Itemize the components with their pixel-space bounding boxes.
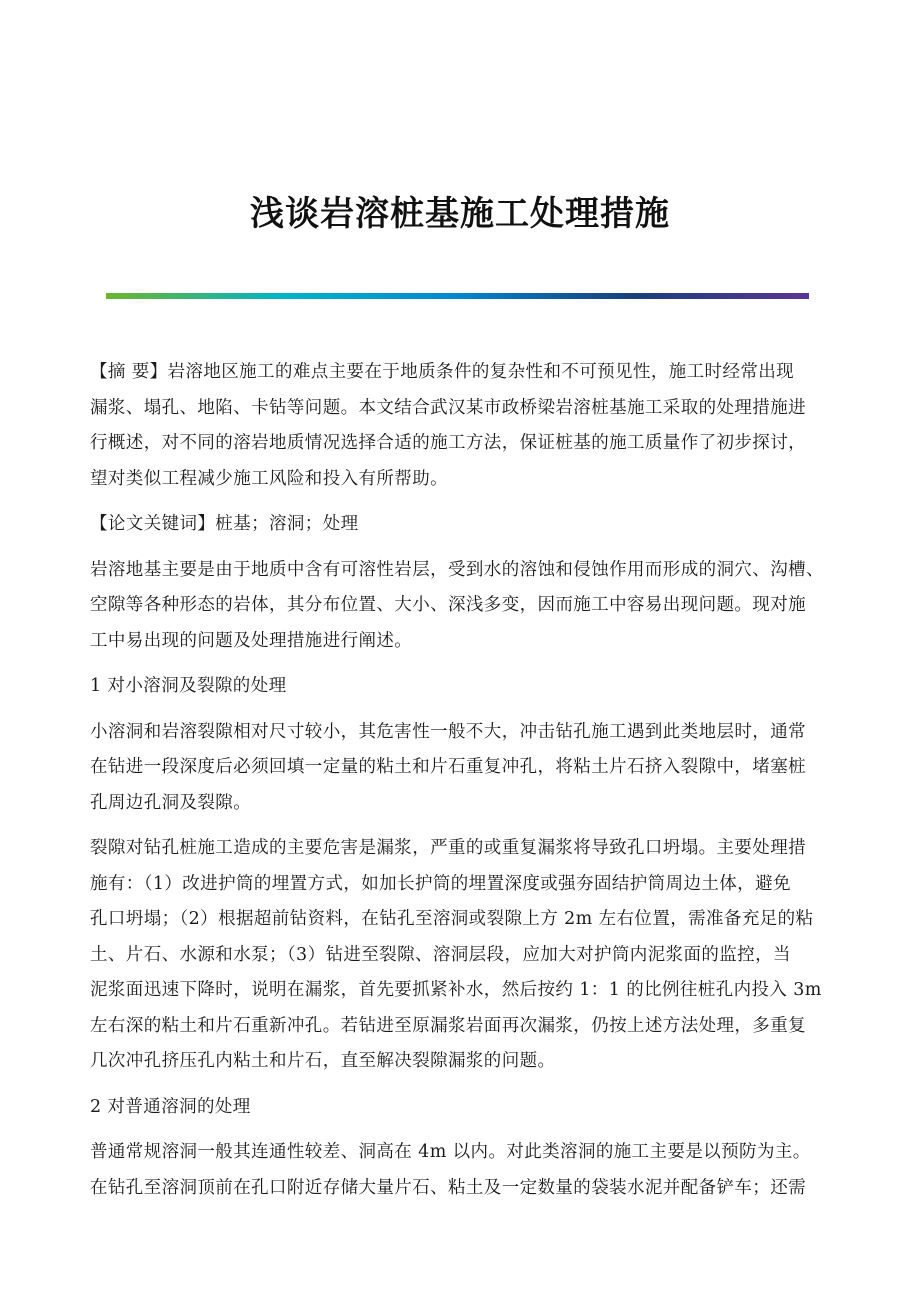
text-line: 望对类似工程减少施工风险和投入有所帮助。 bbox=[90, 468, 448, 489]
section-heading bbox=[90, 669, 850, 705]
text-line: 普通常规溶洞一般其连通性较差、洞高在 4m 以内。对此类溶洞的施工主要是以预防为主。 bbox=[90, 1142, 811, 1162]
text-line: 孔口坍塌；（2）根据超前钻资料，在钻孔至溶洞或裂隙上方 2m 左右位置，需准备充足的粘 bbox=[90, 909, 814, 929]
text-line: 几次冲孔挤压孔内粘土和片石，直至解决裂隙漏浆的问题。 bbox=[90, 1051, 556, 1071]
text-line: 泥浆面迅速下降时，说明在漏浆，首先要抓紧补水，然后按约 1：1 的比例往桩孔内投入 3m bbox=[90, 980, 822, 1000]
body-paragraph bbox=[90, 1135, 850, 1206]
body-paragraph bbox=[90, 831, 850, 1080]
text-line: 施有：（1）改进护筒的埋置方式，如加长护筒的埋置深度或强夯固结护筒周边土体，避免 bbox=[90, 873, 791, 894]
section-heading bbox=[90, 1090, 850, 1126]
text-line: 行概述，对不同的溶岩地质情况选择合适的施工方法，保证桩基的施工质量作了初步探讨， bbox=[90, 433, 806, 453]
title-divider bbox=[106, 293, 809, 299]
keywords-paragraph bbox=[90, 507, 850, 543]
text-line: 裂隙对钻孔桩施工造成的主要危害是漏浆，严重的或重复漏浆将导致孔口坍塌。主要处理措 bbox=[90, 838, 806, 858]
text-line: 土、片石、水源和水泵；（3）钻进至裂隙、溶洞层段，应加大对护筒内泥浆面的监控，当 bbox=[90, 944, 791, 965]
text-line: 2 对普通溶洞的处理 bbox=[90, 1096, 251, 1117]
body-paragraph bbox=[90, 553, 850, 660]
text-line: 空隙等各种形态的岩体，其分布位置、大小、深浅多变，因而施工中容易出现问题。现对施 bbox=[90, 595, 806, 615]
text-line: 【论文关键词】桩基；溶洞；处理 bbox=[90, 514, 359, 534]
text-line: 孔周边孔洞及裂隙。 bbox=[90, 792, 252, 813]
document-title: 浅谈岩溶桩基施工处理措施 bbox=[250, 194, 670, 234]
text-line: 在钻孔至溶洞顶前在孔口附近存储大量片石、粘土及一定数量的袋装水泥并配备铲车；还需 bbox=[90, 1177, 806, 1198]
document-body bbox=[90, 355, 850, 1216]
text-line: 工中易出现的问题及处理措施进行阐述。 bbox=[90, 630, 413, 651]
text-line: 1 对小溶洞及裂隙的处理 bbox=[90, 676, 287, 696]
abstract-paragraph bbox=[90, 355, 850, 497]
text-line: 在钻进一段深度后必须回填一定量的粘土和片石重复冲孔，将粘土片石挤入裂隙中，堵塞桩 bbox=[90, 757, 806, 777]
text-line: 左右深的粘土和片石重新冲孔。若钻进至原漏浆岩面再次漏浆，仍按上述方法处理，多重复 bbox=[90, 1015, 806, 1036]
text-line: 岩溶地基主要是由于地质中含有可溶性岩层，受到水的溶蚀和侵蚀作用而形成的洞穴、沟槽、 bbox=[90, 559, 824, 580]
text-line: 【摘 要】岩溶地区施工的难点主要在于地质条件的复杂性和不可预见性，施工时经常出现 bbox=[90, 362, 795, 382]
body-paragraph bbox=[90, 715, 850, 822]
text-line: 漏浆、塌孔、地陷、卡钻等问题。本文结合武汉某市政桥梁岩溶桩基施工采取的处理措施进 bbox=[90, 397, 806, 418]
text-line: 小溶洞和岩溶裂隙相对尺寸较小，其危害性一般不大，冲击钻孔施工遇到此类地层时，通常 bbox=[90, 721, 806, 742]
